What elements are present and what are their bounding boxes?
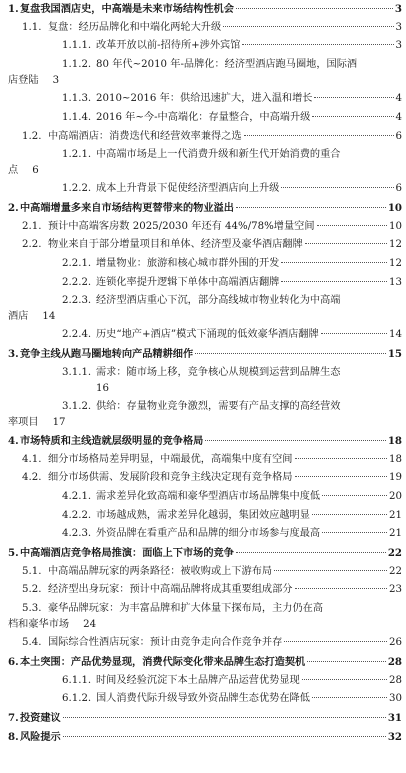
toc-entry-title: 中高端酒店：消费迭代和经营效率兼得之选 xyxy=(48,130,242,142)
toc-entry-title: 中高端品牌玩家的两条路径：被收购或上下游布局 xyxy=(48,565,273,577)
toc-entry-title: 市场越成熟，需求差异化越弱，集团效应越明显 xyxy=(96,509,310,521)
toc-entry-page: 22 xyxy=(387,547,402,559)
toc-entry-title: 需求：随市场上移，竞争核心从规模到运营到品牌生态 xyxy=(96,366,341,378)
toc-entry-title: 复盘：经历品牌化和中端化两轮大升级 xyxy=(48,21,222,33)
toc-entry-number: 7. xyxy=(8,711,19,724)
toc-entry-number: 5.1. xyxy=(22,565,42,577)
toc-entry-title: 外资品牌在看重产品和品牌的细分市场参与度最高 xyxy=(96,528,321,540)
toc-entry-number: 4.2. xyxy=(22,472,42,484)
toc-entry-title: 细分市场格局差异明显，中端最优，高端集中度有空间 xyxy=(48,453,293,465)
toc-entry-page: 18 xyxy=(387,434,402,447)
toc-entry-title: 需求差异化致高端和豪华型酒店市场品牌集中度低 xyxy=(96,490,321,502)
toc-entry-number: 5.4. xyxy=(22,637,42,649)
toc-entry-number: 2.2.3. xyxy=(62,295,92,307)
dot-leader xyxy=(295,587,388,589)
toc-entry-title-continued: 店登陆 xyxy=(8,75,39,87)
toc-entry-number: 6. xyxy=(8,655,19,668)
dot-leader xyxy=(242,43,393,45)
toc-entry-title-continued: 点 xyxy=(8,165,19,177)
dot-leader xyxy=(236,551,386,553)
toc-entry-page: 10 xyxy=(387,201,402,214)
dot-leader xyxy=(63,735,386,737)
toc-entry-page: 3 xyxy=(395,21,402,33)
dot-leader xyxy=(281,261,387,263)
toc-entry-page: 22 xyxy=(389,565,402,577)
toc-entry-page: 31 xyxy=(387,711,402,724)
dot-leader xyxy=(63,716,386,718)
dot-leader xyxy=(312,696,387,698)
dot-leader xyxy=(295,475,388,477)
toc-entry-page: 14 xyxy=(42,311,56,323)
toc-entry-number: 2.2.1. xyxy=(62,258,92,269)
toc-entry-page: 13 xyxy=(389,276,402,288)
toc-entry-page: 20 xyxy=(389,490,402,502)
toc-entry-title: 2010~2016 年：供给迅速扩大，进入温和增长 xyxy=(96,93,313,105)
toc-entry-title-continued: 档和豪华市场 xyxy=(8,619,70,631)
toc-entry-number: 1.1.1. xyxy=(62,40,92,52)
toc-entry-page: 4 xyxy=(395,93,402,105)
toc-entry-title: 中高端市场是上一代消费升级和新生代开始消费的重合 xyxy=(96,149,341,161)
toc-entry-page: 30 xyxy=(389,693,402,705)
toc-entry-title: 供给：存量物业竞争激烈，需要有产品支撑的高经营效 xyxy=(96,400,341,412)
toc-entry-number: 1.1.3. xyxy=(62,93,92,105)
dot-leader xyxy=(223,25,393,27)
dot-leader xyxy=(205,439,385,441)
toc-entry-number: 2. xyxy=(8,201,19,214)
toc-entry-number: 5.2. xyxy=(22,584,42,596)
toc-entry-title: 豪华品牌玩家：为丰富品牌和扩大体量下探布局，主力仍在高 xyxy=(48,603,324,615)
toc-entry-number: 2.1. xyxy=(22,220,42,232)
toc-entry-title: 连锁化率提升逻辑下单体中高端酒店翻牌 xyxy=(96,276,280,288)
toc-entry-number: 5. xyxy=(8,547,19,559)
dot-leader xyxy=(312,115,393,117)
toc-entry-number: 4.2.3. xyxy=(62,528,92,540)
toc-entry-number: 2.2.2. xyxy=(62,276,92,288)
dot-leader xyxy=(281,186,393,188)
toc-entry-page: 12 xyxy=(389,239,402,251)
toc-entry-title: 2016 年~今-中高端化：存量整合，中高端升级 xyxy=(96,111,311,123)
toc-entry-title: 改革开放以前-招待所+涉外宾馆 xyxy=(96,40,241,52)
toc-entry-page: 19 xyxy=(389,472,402,484)
toc-entry-page: 23 xyxy=(389,584,402,596)
toc-entry-page: 6 xyxy=(395,130,402,142)
toc-entry-number: 1.2. xyxy=(22,130,42,142)
dot-leader xyxy=(236,7,393,9)
toc-entry-number: 1.1.4. xyxy=(62,111,92,123)
dot-leader xyxy=(295,457,388,459)
dot-leader xyxy=(322,531,387,533)
toc-entry-page: 28 xyxy=(389,674,402,686)
toc-entry-page: 21 xyxy=(389,528,402,540)
toc-entry-number: 2.2. xyxy=(22,239,42,251)
dot-leader xyxy=(321,332,387,334)
toc-entry-page: 6 xyxy=(32,165,39,177)
toc-entry-number: 4.1. xyxy=(22,453,42,465)
toc-entry-title: 成本上升背景下促使经济型酒店向上升级 xyxy=(96,183,280,195)
toc-entry-title-continued: 酒店 xyxy=(8,311,29,323)
toc-entry-page: 18 xyxy=(389,453,402,465)
toc-entry-page: 3 xyxy=(52,75,60,87)
toc-entry-page: 3 xyxy=(394,3,402,15)
dot-leader xyxy=(195,352,386,354)
dot-leader xyxy=(236,206,386,208)
toc-entry-number: 6.1.1. xyxy=(62,674,92,686)
toc-entry-number: 3. xyxy=(8,348,19,361)
dot-leader xyxy=(317,224,388,226)
toc-entry-number: 2.2.4. xyxy=(62,329,92,341)
toc-entry-number: 1.1.2. xyxy=(62,59,92,71)
dot-leader xyxy=(244,134,394,136)
dot-leader xyxy=(302,678,387,680)
toc-entry-number: 1.1. xyxy=(22,21,42,33)
toc-entry-title: 市场特质和主线造就层级明显的竞争格局 xyxy=(20,434,204,447)
dot-leader xyxy=(305,242,387,244)
toc-entry-page: 21 xyxy=(389,509,402,521)
toc-entry-title: 风险提示 xyxy=(20,730,61,743)
toc-entry-title: 经济型酒店重心下沉，部分高线城市物业转化为中高端 xyxy=(96,295,341,307)
toc-entry-title: 中高端酒店竞争格局推演：面临上下市场的竞争 xyxy=(20,547,234,559)
toc-entry-number: 4.2.1. xyxy=(62,490,92,502)
toc-entry-title: 中高端增量多来自市场结构更替带来的物业溢出 xyxy=(20,201,234,214)
toc-entry-page: 26 xyxy=(389,637,402,649)
toc-entry-number: 4. xyxy=(8,434,19,447)
toc-entry-title: 本土突围：产品优势显现，消费代际变化带来品牌生态打造契机 xyxy=(20,655,306,668)
toc-entry-page: 6 xyxy=(395,183,402,195)
toc-entry-page: 24 xyxy=(83,619,97,631)
toc-entry-number: 1.2.2. xyxy=(62,183,92,195)
toc-entry-title: 历史“地产+酒店”模式下涌现的低效豪华酒店翻牌 xyxy=(96,329,319,341)
toc-entry-page: 17 xyxy=(52,416,66,428)
toc-entry-number: 3.1.2. xyxy=(62,400,92,412)
toc-entry-number: 8. xyxy=(8,730,19,743)
toc-entry-title: 国际综合性酒店玩家：预计由竞争走向合作竞争并存 xyxy=(48,637,283,649)
toc-entry-number: 1. xyxy=(8,3,19,15)
toc-entry-title-continued: 率项目 xyxy=(8,416,39,428)
dot-leader xyxy=(284,640,387,642)
dot-leader xyxy=(314,96,393,98)
toc-entry-page: 4 xyxy=(395,111,402,123)
toc-entry-page: 28 xyxy=(387,655,402,668)
toc-entry-title: 时间及经验沉淀下本土品牌产品运营优势显现 xyxy=(96,674,300,686)
toc-entry-title: 细分市场供需、发展阶段和竞争主线决定现有竞争格局 xyxy=(48,472,293,484)
toc-entry-page: 14 xyxy=(389,329,402,341)
dot-leader xyxy=(312,513,387,515)
toc-entry-title: 竞争主线从跑马圈地转向产品精耕细作 xyxy=(20,348,194,361)
dot-leader xyxy=(322,494,387,496)
toc-entry-title: 增量物业：旅游和核心城市群外围的开发 xyxy=(96,258,280,269)
dot-leader xyxy=(274,569,387,571)
toc-entry-page: 3 xyxy=(395,40,402,52)
toc-entry-number: 4.2.2. xyxy=(62,509,92,521)
toc-entry-title: 经济型出身玩家：预计中高端品牌将成其重要组成部分 xyxy=(48,584,293,596)
toc-entry-page: 32 xyxy=(387,730,402,743)
dot-leader xyxy=(281,280,387,282)
toc-entry-number: 1.2.1. xyxy=(62,149,92,161)
toc-entry-title: 物业来自于部分增量项目和单体、经济型及豪华酒店翻牌 xyxy=(48,239,303,251)
toc-entry-title: 复盘我国酒店史，中高端是未来市场结构性机会 xyxy=(20,3,234,15)
toc-entry-title: 80 年代~2010 年-品牌化：经济型酒店跑马圈地，国际酒 xyxy=(96,59,358,71)
toc-entry-page: 10 xyxy=(389,220,402,232)
toc-entry-page: 12 xyxy=(389,258,402,269)
toc-entry-title: 国人消费代际升级导致外资品牌生态优势在降低 xyxy=(96,693,310,705)
dot-leader xyxy=(307,660,386,662)
toc-entry-page: 15 xyxy=(387,348,402,361)
toc-entry-number: 5.3. xyxy=(22,603,42,615)
toc-entry-number: 3.1.1. xyxy=(62,366,92,378)
toc-entry-title: 预计中高端客房数 2025/2030 年还有 44%/78%增量空间 xyxy=(48,220,315,232)
toc-entry-title: 投资建议 xyxy=(20,711,61,724)
toc-entry-page: 16 xyxy=(96,382,109,394)
toc-entry-number: 6.1.2. xyxy=(62,693,92,705)
